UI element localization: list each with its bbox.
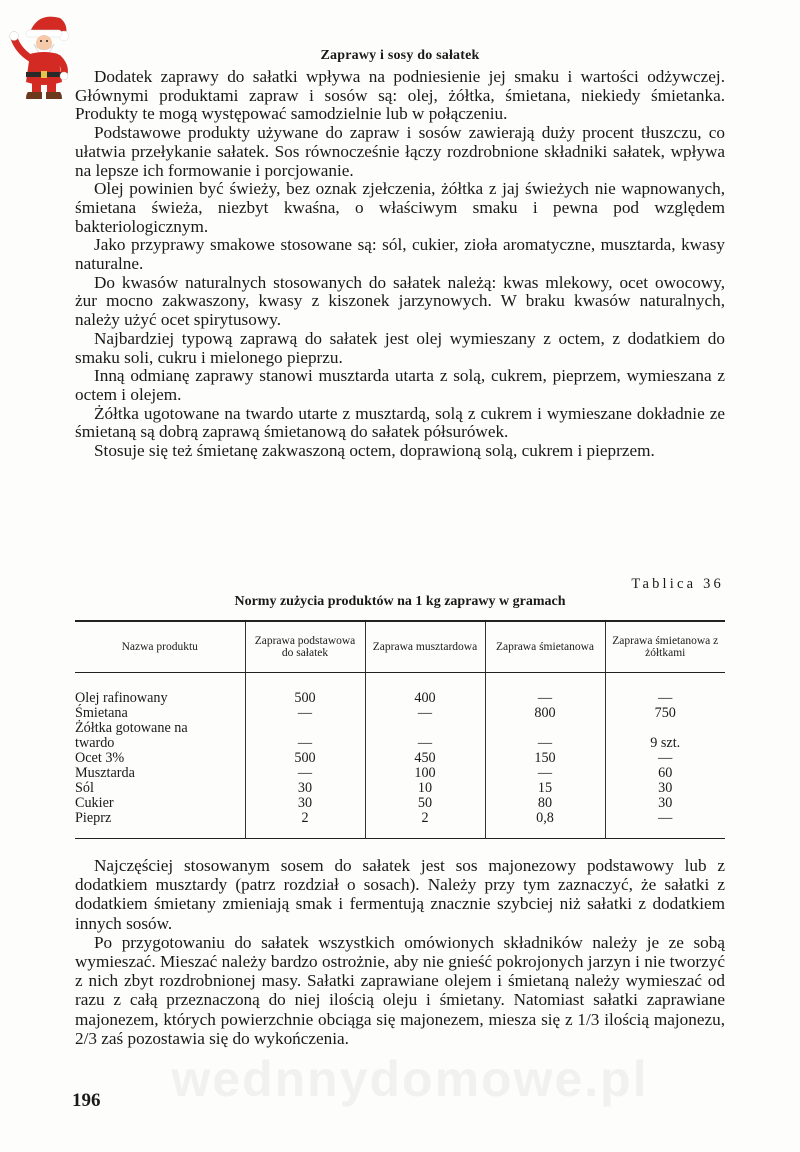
table-row — [75, 766, 725, 781]
value-cell — [245, 721, 365, 736]
value-cell: 0,8 — [485, 811, 605, 839]
table-label: Tablica 36 — [631, 576, 724, 592]
page-heading: Zaprawy i sosy do sałatek — [320, 48, 480, 63]
paragraph: Najbardziej typową zaprawą do sałatek jest olej wymieszany z octem, z dodatkiem do smaku soli, cukru i mielonego pieprzu. — [75, 328, 725, 367]
text-block-top — [75, 68, 725, 461]
table-row — [75, 721, 725, 736]
value-cell: — — [605, 691, 725, 706]
value-cell: — — [245, 706, 365, 721]
value-cell: 50 — [365, 796, 485, 811]
product-name-cell: Ocet 3% — [75, 750, 125, 766]
watermark: wednnydomowe.pl — [171, 1051, 649, 1107]
paragraph: Do kwasów naturalnych stosowanych do sałatek należą: kwas mlekowy, ocet owocowy, żur mocno zakwaszony, kwasy z kiszonek jarzynowych. W braku kwasów naturalnych, należy użyć ocet spirytusowy. — [75, 272, 725, 330]
value-cell: 450 — [365, 751, 485, 766]
table-row — [75, 781, 725, 796]
column-header: Zaprawa śmietanowa z żółtkami — [605, 621, 725, 673]
value-cell: 500 — [245, 691, 365, 706]
value-cell: 2 — [365, 811, 485, 839]
value-cell: — — [245, 766, 365, 781]
value-cell: 80 — [485, 796, 605, 811]
paragraph: Inną odmianę zaprawy stanowi musztarda utarta z solą, cukrem, pieprzem, wymieszana z octem i olejem. — [75, 366, 725, 404]
table-row — [75, 751, 725, 766]
paragraph: Po przygotowaniu do sałatek wszystkich omówionych składników należy je ze sobą wymieszać. Mieszać należy bardzo ostrożnie, aby nie gnieść pokrojonych jarzyn i nie tworzyć z nich zbyt rozdrobnionej masy. Sałatki zaprawiane olejem i śmietaną należy wymieszać od razu z całą przeznaczoną do niej ilością oleju i śmietany. Natomiast sałatki zaprawiane majonezem, których powierzchnie obciąga się majonezem, miesza się z 1/3 ilością majonezu, 2/3 zaś pozostawia się do wykończenia. — [75, 932, 725, 1048]
value-cell: — — [485, 736, 605, 751]
value-cell: 30 — [605, 781, 725, 796]
product-name-cell: Pieprz — [75, 810, 112, 826]
value-cell: 30 — [605, 796, 725, 811]
paragraph: Żółtka ugotowane na twardo utarte z musztardą, solą z cukrem i wymieszane dokładnie ze śmietaną są dobrą zaprawą śmietanową do sałatek półsurówek. — [75, 403, 725, 442]
value-cell: — — [245, 736, 365, 751]
value-cell — [365, 721, 485, 736]
product-name-cell: Musztarda — [75, 765, 135, 781]
column-header: Nazwa produktu — [75, 621, 245, 673]
paragraph: Najczęściej stosowanym sosem do sałatek jest sos majonezowy podstawowy lub z dodatkiem musztardy (patrz rozdział o sosach). Należy przy tym zaznaczyć, że sałatki z dodatkiem śmietany zmieniają smak i fermentują znacznie szybciej niż sałatki z dodatkiem innych sosów. — [75, 856, 725, 933]
norms-table — [75, 620, 725, 839]
value-cell: — — [365, 736, 485, 751]
value-cell: 800 — [485, 706, 605, 721]
product-name-cell: Cukier — [75, 795, 114, 811]
value-cell: 2 — [245, 811, 365, 839]
value-cell: 500 — [245, 751, 365, 766]
paragraph: Stosuje się też śmietanę zakwaszoną octem, doprawioną solą, cukrem i pieprzem. — [94, 441, 655, 461]
value-cell: 30 — [245, 781, 365, 796]
product-name-cell: twardo — [75, 735, 115, 751]
table-row — [75, 796, 725, 811]
text-block-bottom — [75, 856, 725, 1048]
product-name-cell: Żółtka gotowane na — [75, 720, 188, 736]
value-cell: 60 — [605, 766, 725, 781]
product-name-cell: Olej rafinowany — [75, 690, 168, 706]
value-cell: 10 — [365, 781, 485, 796]
column-header: Zaprawa podstawowa do sałatek — [245, 621, 365, 673]
column-header: Zaprawa śmietanowa — [485, 621, 605, 673]
value-cell: 9 szt. — [605, 736, 725, 751]
table-header-row — [75, 621, 725, 673]
value-cell: — — [485, 766, 605, 781]
paragraph: Olej powinien być świeży, bez oznak zjełczenia, żółtka z jaj świeżych nie wapnowanych, śmietana świeża, niezbyt kwaśna, o właściwym smaku i pewna pod względem bakteriologicznym. — [75, 179, 725, 236]
page-number: 196 — [72, 1090, 101, 1111]
product-name-cell: Śmietana — [75, 705, 128, 721]
value-cell: 750 — [605, 706, 725, 721]
value-cell: 15 — [485, 781, 605, 796]
value-cell: 100 — [365, 766, 485, 781]
value-cell: — — [605, 811, 725, 839]
value-cell: — — [365, 706, 485, 721]
paragraph: Dodatek zaprawy do sałatki wpływa na podniesienie jej smaku i wartości odżywczej. Głównymi produktami zapraw i sosów są: olej, żółtka, śmietana, niekiedy śmietanka. Produkty te mogą występować samodzielnie lub w połączeniu. — [75, 67, 725, 124]
value-cell — [605, 721, 725, 736]
value-cell: 150 — [485, 751, 605, 766]
table-row — [75, 811, 725, 839]
table-row — [75, 736, 725, 751]
table-title: Normy zużycia produktów na 1 kg zaprawy w gramach — [234, 594, 566, 609]
column-header: Zaprawa musztardowa — [365, 621, 485, 673]
value-cell: — — [605, 751, 725, 766]
value-cell — [485, 721, 605, 736]
value-cell: 400 — [365, 691, 485, 706]
paragraph: Jako przyprawy smakowe stosowane są: sól, cukier, zioła aromatyczne, musztarda, kwasy naturalne. — [75, 235, 725, 274]
value-cell: — — [485, 691, 605, 706]
table-row — [75, 691, 725, 706]
product-name-cell: Sól — [75, 780, 94, 796]
paragraph: Podstawowe produkty używane do zapraw i sosów zawierają duży procent tłuszczu, co ułatwia przełykanie sałatek. Sos równocześnie łączy rozdrobnione składniki sałatek, wpływa na lepsze ich formowanie i porcjowanie. — [75, 123, 725, 180]
value-cell: 30 — [245, 796, 365, 811]
table-row — [75, 706, 725, 721]
